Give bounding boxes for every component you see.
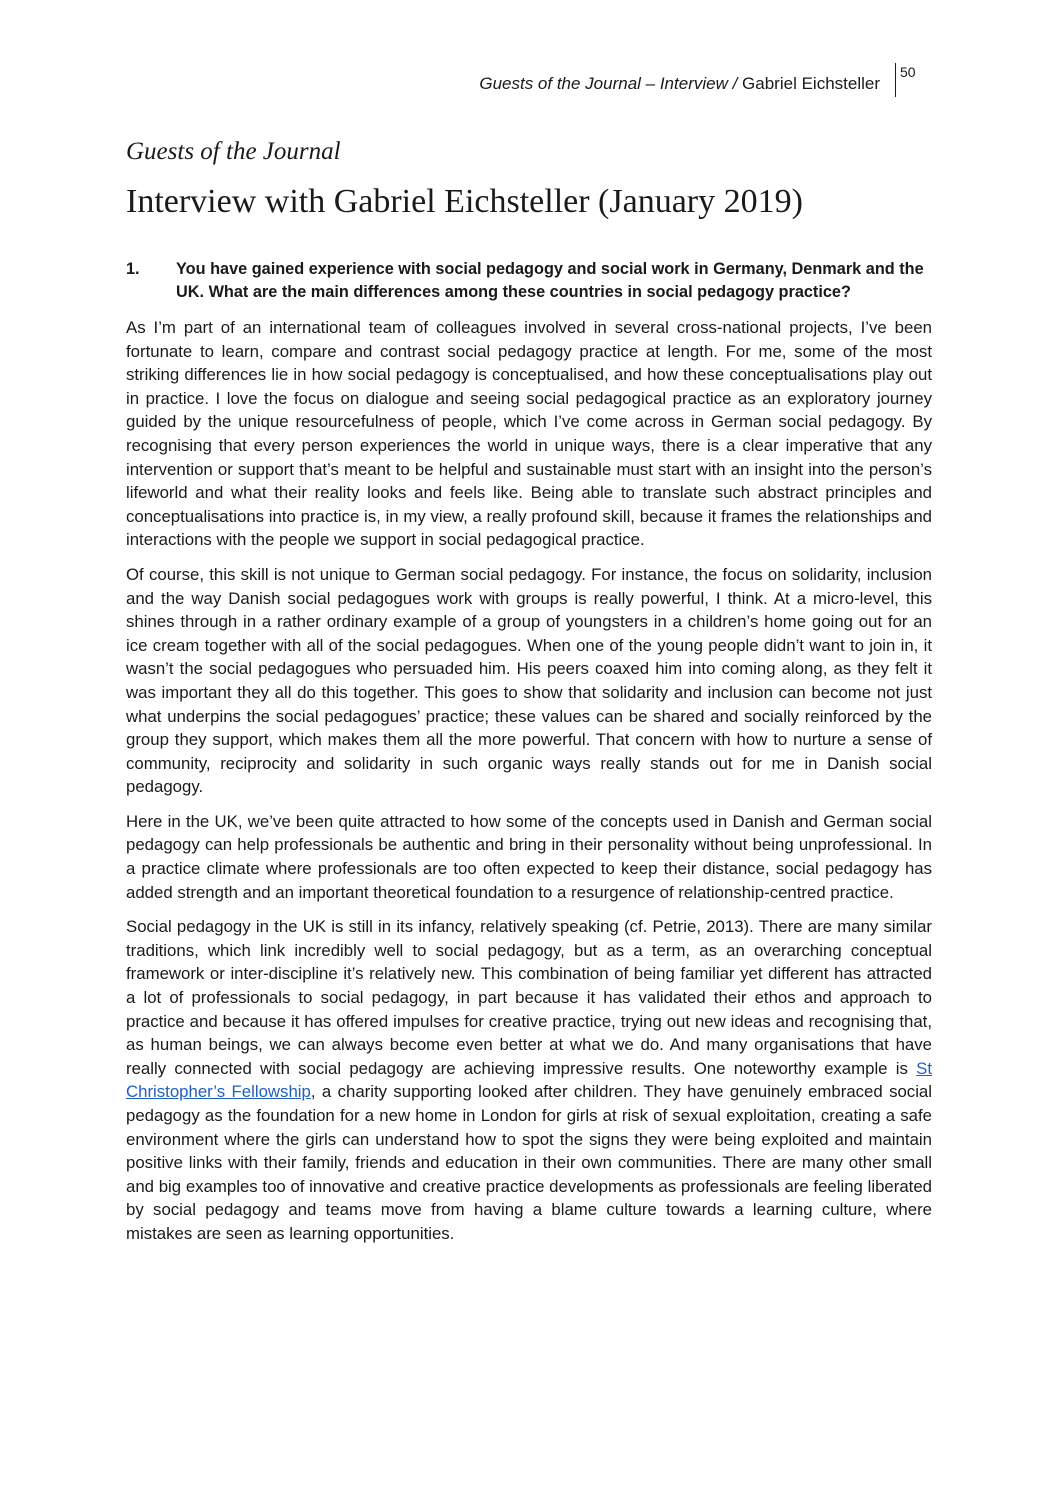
- header-author: Gabriel Eichsteller: [742, 74, 880, 93]
- question-number: 1.: [126, 260, 140, 278]
- answer-paragraph-2: Of course, this skill is not unique to German social pedagogy. For instance, the focus on solidarity, inclusion and the way Danish social pedagogues work with groups is really powerful, I think. At a micro-level, this shines through in a rather ordinary example of a group of youngsters in a children’s home going out for an ice cream together with all of the social pedagogues. When one of the young people didn’t want to join in, it wasn’t the social pedagogues who persuaded him. His peers coaxed him into coming along, as they felt it was important they all do this together. This goes to show that solidarity and inclusion can become not just what underpins the social pedagogues’ practice; these values can be shared and socially reinforced by the group they support, which makes them all the more powerful. That concern with how to nurture a sense of community, reciprocity and solidarity in such organic ways really stands out for me in Danish social pedagogy.: [126, 564, 932, 797]
- paragraph-4-text-start: Social pedagogy in the UK is still in its infancy, relatively speaking (cf. Petrie, 2013). There are many similar traditions, which link incredibly well to social pedagogy, but as a term, as an overarching conceptual framework or inter-discipline it’s relatively new. This combination of being familiar yet different has attracted a lot of professionals to social pedagogy, in part because it has validated their ethos and approach to practice and because it has offered impulses for creative practice, trying out new ideas and recognising that, as human beings, we can always become even better at what we do. And many organisations that have really connected with social pedagogy are achieving impressive results. One noteworthy example is: [126, 917, 932, 1078]
- page-number: 50: [900, 64, 916, 80]
- header-journal-section: Guests of the Journal – Interview /: [479, 74, 738, 93]
- page-title: Interview with Gabriel Eichsteller (January 2019): [126, 183, 803, 220]
- page-number-divider: [895, 63, 896, 97]
- paragraph-4-text-end: , a charity supporting looked after children. They have genuinely embraced social pedagogy as the foundation for a new home in London for girls at risk of sexual exploitation, creating a safe environment where the girls can understand how to spot the signs they were being exploited and maintain positive links with their family, friends and education in their own communities. There are many other small and big examples too of innovative and creative practice developments as professionals are feeling liberated by social pedagogy and teams move from having a blame culture towards a learning culture, where mistakes are seen as learning opportunities.: [126, 1082, 932, 1243]
- interview-answer: [126, 316, 932, 1257]
- answer-paragraph-1: As I’m part of an international team of colleagues involved in several cross-national projects, I’ve been fortunate to learn, compare and contrast social pedagogy practice at length. For me, some of the most striking differences lie in how social pedagogy is conceptualised, and how these conceptualisations play out in practice. I love the focus on dialogue and seeing social pedagogical practice as an exploratory journey guided by the unique resourcefulness of people, which I’ve come across in German social pedagogy. By recognising that every person experiences the world in unique ways, there is a clear imperative that any intervention or support that’s meant to be helpful and sustainable must start with an insight into the person’s lifeworld and what their reality looks and feels like. Being able to translate such abstract principles and conceptualisations into practice is, in my view, a really profound skill, because it frames the relationships and interactions with the people we support in social pedagogical practice.: [126, 318, 932, 550]
- section-label: Guests of the Journal: [126, 138, 341, 165]
- st-christophers-fellowship-link[interactable]: St Christopher’s Fellowship: [126, 1058, 932, 1102]
- answer-paragraph-4: [126, 915, 932, 1245]
- question-text: You have gained experience with social pedagogy and social work in Germany, Denmark and the UK. What are the main differences among these countries in social pedagogy practice?: [176, 260, 924, 301]
- answer-paragraph-3: Here in the UK, we’ve been quite attracted to how some of the concepts used in Danish and German social pedagogy can help professionals be authentic and bring in their personality without being unprofessional. In a practice climate where professionals are too often expected to keep their distance, social pedagogy has added strength and an important theoretical foundation to a resurgence of relationship-centred practice.: [126, 811, 932, 902]
- running-header: [479, 74, 880, 94]
- interview-question: [126, 258, 936, 304]
